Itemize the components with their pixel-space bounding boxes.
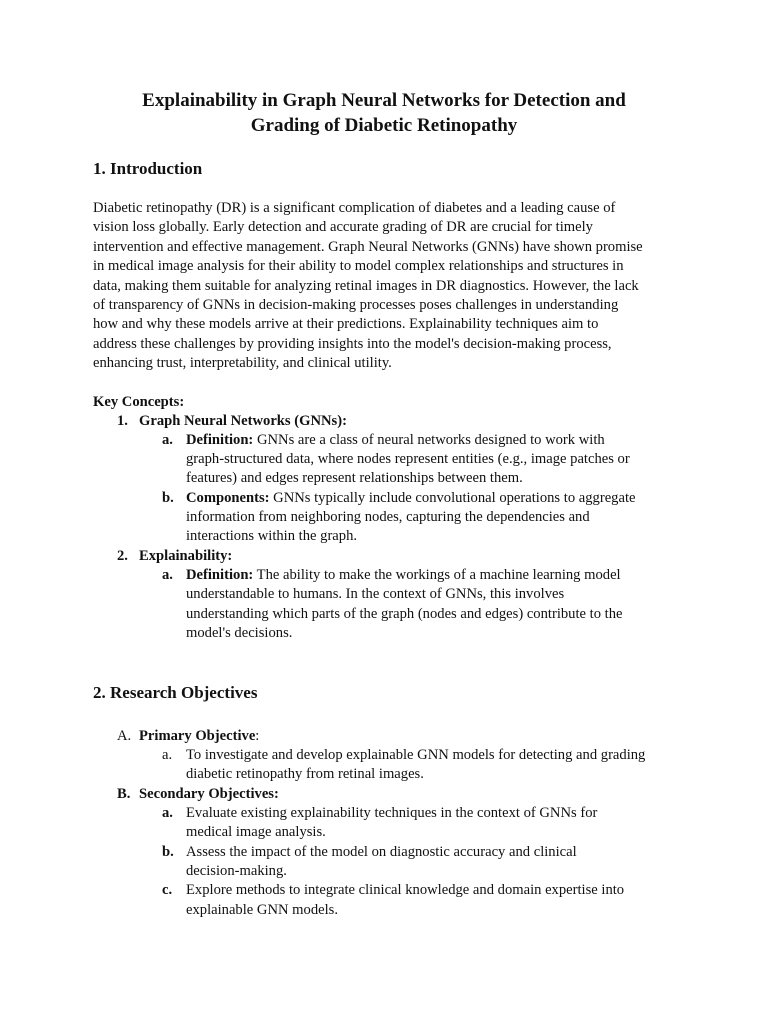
list-item-text: understanding which parts of the graph (nodes and edges) contribute to the [186,606,623,622]
list-marker: a. [162,805,173,821]
list-marker: 1. [117,413,128,429]
list-item-text: information from neighboring nodes, capturing the dependencies and [186,509,590,525]
paragraph-line: vision loss globally. Early detection and accurate grading of DR are crucial for timely [93,219,593,236]
paragraph-line: data, making them suitable for analyzing retinal images in DR diagnostics. However, the lack [93,277,639,294]
list-item-text: Explore methods to integrate clinical knowledge and domain expertise into [186,882,625,898]
list-item-text: diabetic retinopathy from retinal images. [186,766,424,782]
list-item-text: interactions within the graph. [186,528,358,544]
title-line-2: Grading of Diabetic Retinopathy [250,115,518,136]
research-objectives-heading: 2. Research Objectives [93,683,258,702]
list-marker: a. [162,747,173,763]
list-item-text: medical image analysis. [186,824,326,840]
list-marker: 2. [117,548,128,564]
secondary-objectives-heading: Secondary Objectives: [139,786,279,802]
list-item-text: To investigate and develop explainable GNN models for detecting and grading [186,747,646,763]
list-item-text: understandable to humans. In the context of GNNs, this involves [186,586,565,602]
list-item-text [186,431,605,450]
list-marker: b. [162,490,174,506]
list-item-text: graph-structured data, where nodes represent entities (e.g., image patches or [186,451,630,467]
paragraph-line: in medical image analysis for their ability to model complex relationships and structures in [93,258,624,275]
key-concepts-heading: Key Concepts: [93,394,185,410]
list-marker: b. [162,844,174,860]
definition-label: Definition: [186,567,254,583]
list-marker: c. [162,882,173,898]
introduction-heading: 1. Introduction [93,159,203,178]
list-item-text: explainable GNN models. [186,902,338,918]
paragraph-line: of transparency of GNNs in decision-making processes poses challenges in understanding [93,297,619,314]
paragraph-line: how and why these models arrive at their predictions. Explainability techniques aim to [93,316,599,333]
primary-objective-colon: : [255,728,260,744]
key-concept-gnn-label: Graph Neural Networks (GNNs): [139,413,347,429]
components-text: GNNs typically include convolutional operations to aggregate [269,490,636,506]
definition-text: The ability to make the workings of a machine learning model [253,567,621,583]
list-item-text: Assess the impact of the model on diagnostic accuracy and clinical [186,844,577,860]
definition-text: GNNs are a class of neural networks designed to work with [253,432,605,448]
list-item-text [186,566,621,585]
paragraph-line: enhancing trust, interpretability, and clinical utility. [93,355,392,372]
introduction-paragraph [93,199,683,374]
list-item-text: features) and edges represent relationships between them. [186,470,523,486]
definition-label: Definition: [186,432,254,448]
primary-objective-label: Primary Objective [139,728,256,744]
list-marker: B. [117,786,131,802]
list-marker: a. [162,567,173,583]
list-marker: A. [117,728,132,744]
primary-objective-heading [139,727,259,746]
paragraph-line: address these challenges by providing insights into the model's decision-making process, [93,335,612,352]
paragraph-line: intervention and effective management. Graph Neural Networks (GNNs) have shown promise [93,238,643,255]
document-title [0,88,768,138]
list-item-text [186,489,635,508]
list-marker: a. [162,432,173,448]
list-item-text: Evaluate existing explainability techniques in the context of GNNs for [186,805,598,821]
paragraph-line: Diabetic retinopathy (DR) is a significant complication of diabetes and a leading cause of [93,200,616,216]
list-item-text: decision-making. [186,863,287,879]
list-item-text: model's decisions. [186,625,293,641]
title-line-1: Explainability in Graph Neural Networks for Detection and [142,90,626,111]
key-concept-explainability-label: Explainability: [139,548,233,564]
components-label: Components: [186,490,270,506]
